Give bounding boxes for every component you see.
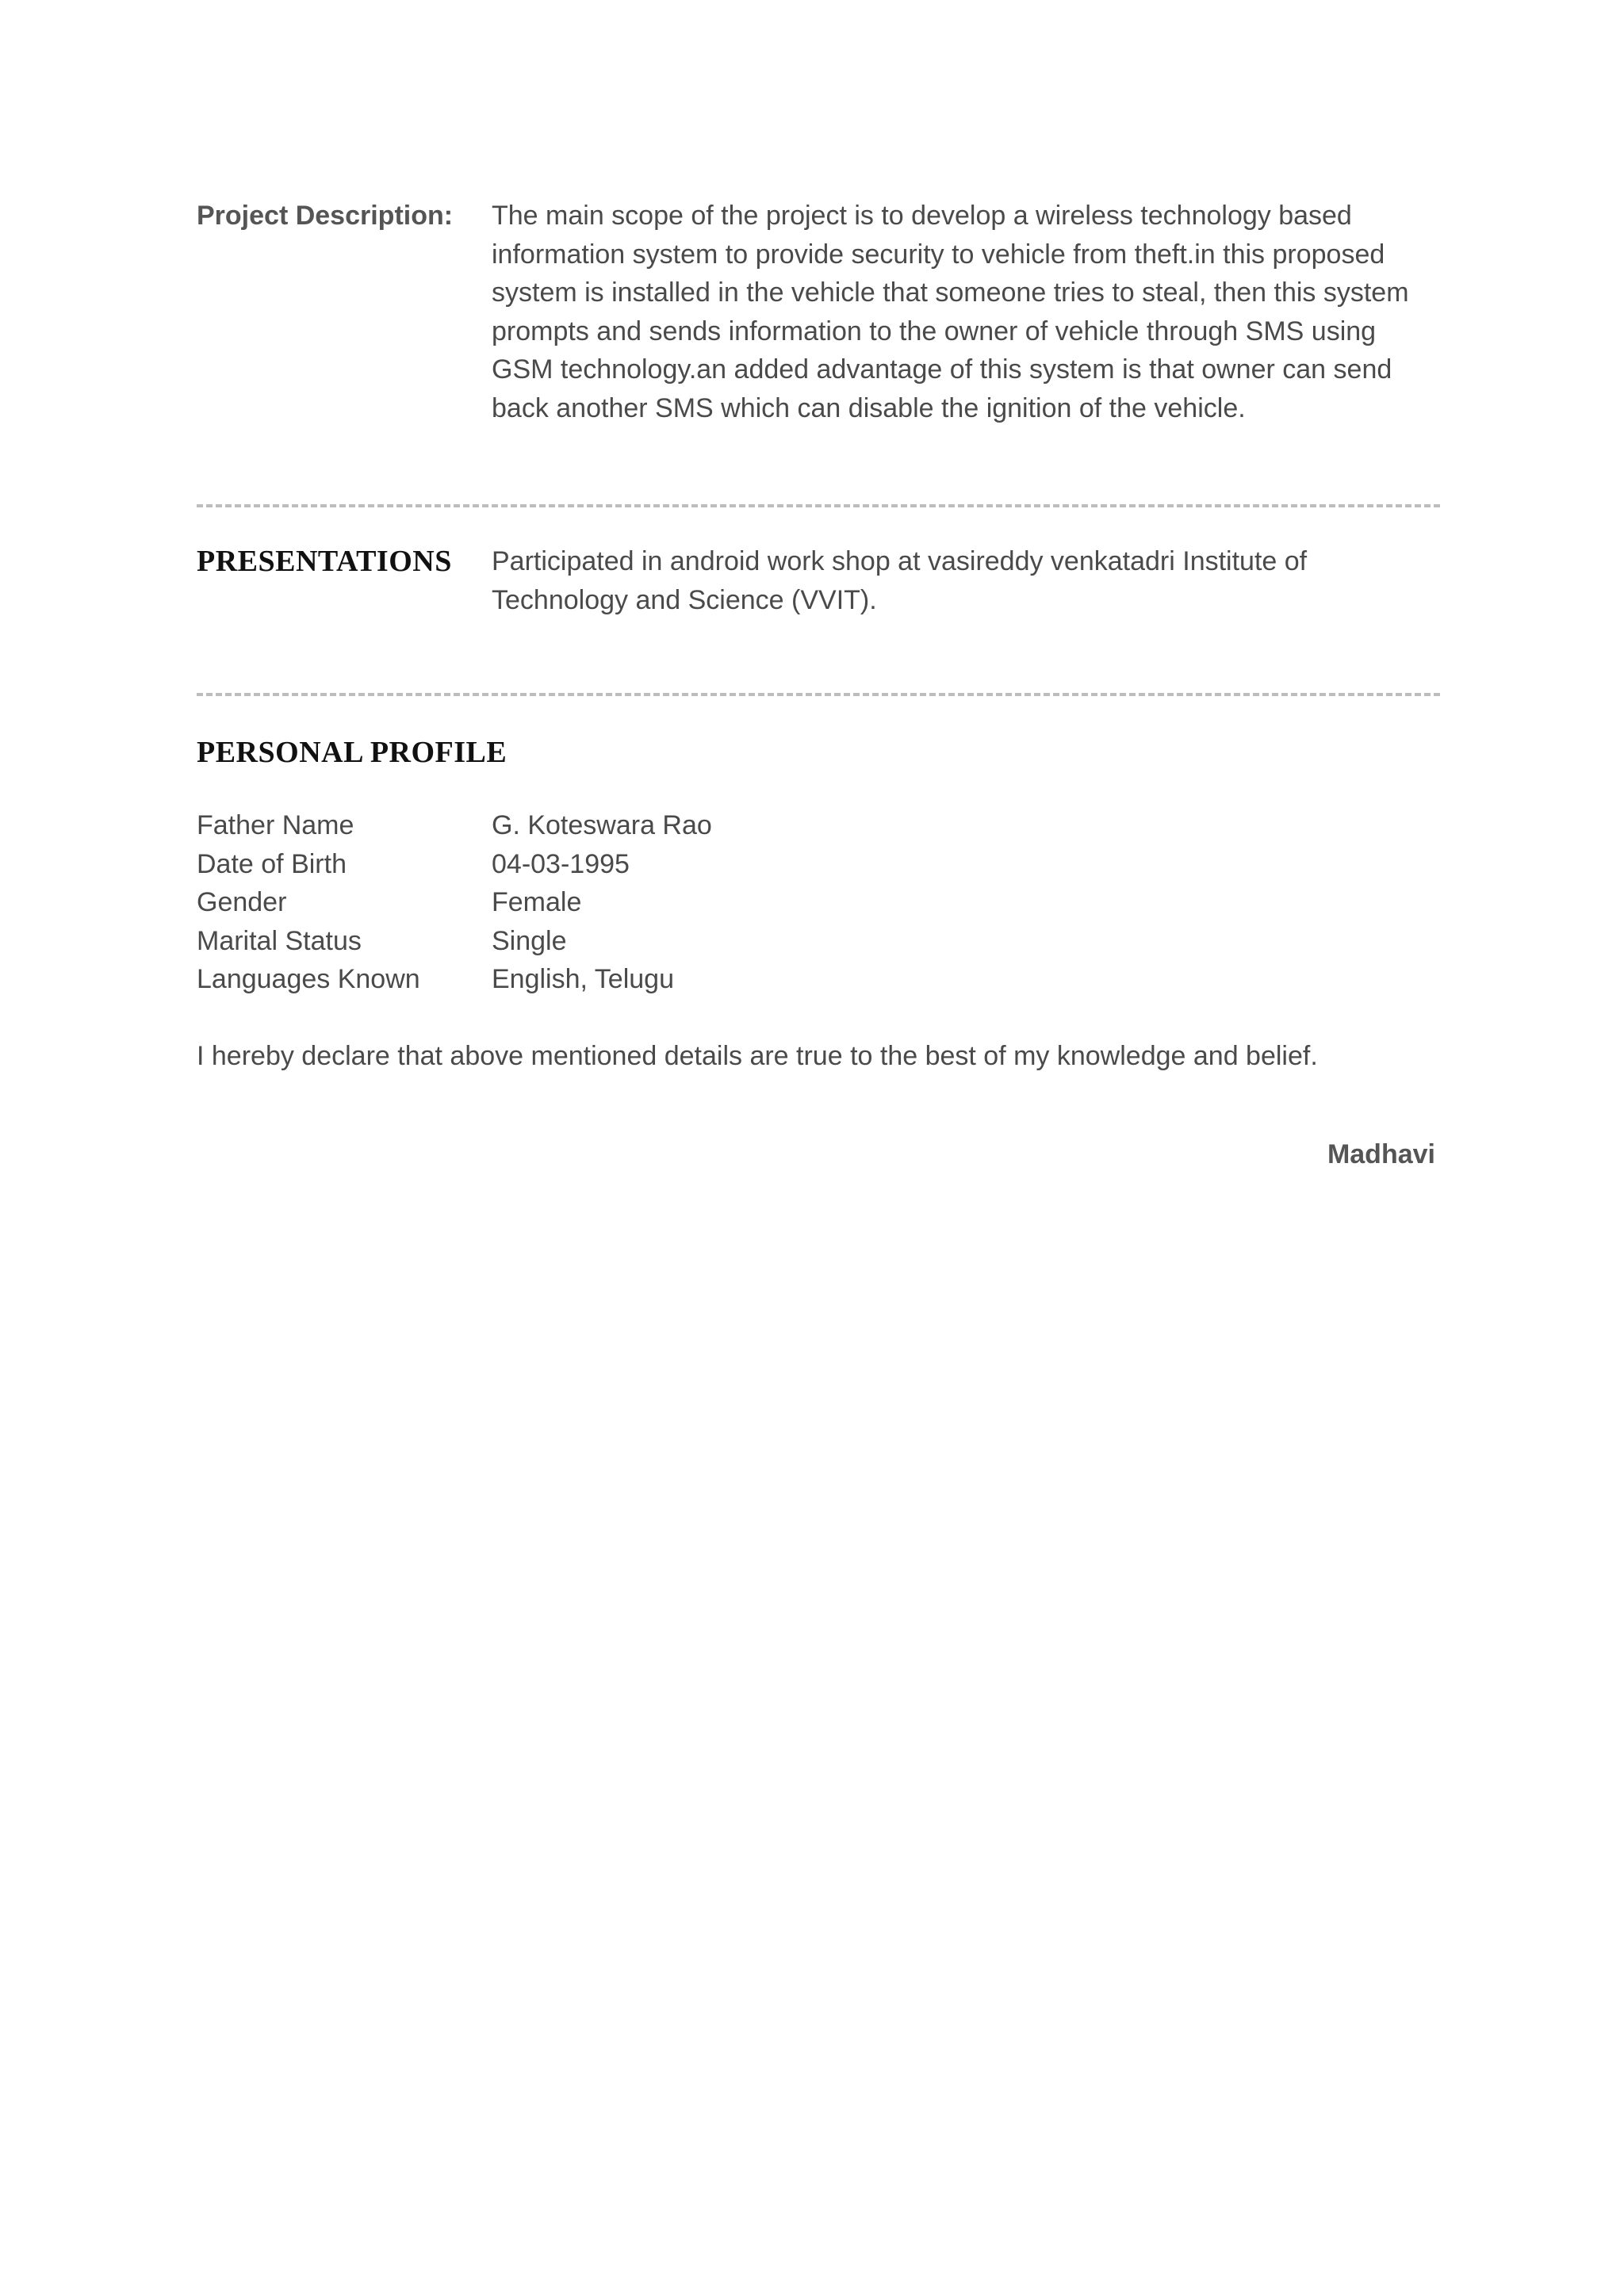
profile-key: Gender xyxy=(197,887,287,917)
presentations-heading: PRESENTATIONS xyxy=(197,545,452,578)
profile-value: 04-03-1995 xyxy=(492,848,630,879)
section-divider xyxy=(197,693,1440,696)
signature-name: Madhavi xyxy=(1327,1139,1435,1169)
presentations-section xyxy=(197,542,1440,619)
profile-key: Languages Known xyxy=(197,964,420,994)
profile-key: Marital Status xyxy=(197,925,362,956)
section-divider xyxy=(197,504,1440,507)
profile-key: Date of Birth xyxy=(197,848,347,879)
profile-row xyxy=(197,845,1440,884)
profile-value: Female xyxy=(492,887,582,917)
personal-profile-heading: PERSONAL PROFILE xyxy=(197,736,508,769)
profile-row xyxy=(197,806,1440,845)
personal-profile-table xyxy=(197,806,1440,999)
presentations-text: Participated in android work shop at vasireddy venkatadri Institute of Technology and Science (VVIT). xyxy=(492,546,1308,615)
project-description-text: The main scope of the project is to develop a wireless technology based information system to provide security to vehicle from theft.in this proposed system is installed in the vehicle that someone tries to steal, then this system prompts and sends information to the owner of vehicle through SMS using GSM technology.an added advantage of this system is that owner can send back another SMS which can disable the ignition of the vehicle. xyxy=(492,201,1409,423)
declaration-text: I hereby declare that above mentioned details are true to the best of my knowledge and belief. xyxy=(197,1041,1318,1071)
profile-row xyxy=(197,922,1440,961)
project-description-label: Project Description: xyxy=(197,201,454,231)
profile-value: G. Koteswara Rao xyxy=(492,810,712,840)
profile-key: Father Name xyxy=(197,810,354,840)
project-description-section xyxy=(197,197,1440,427)
profile-row xyxy=(197,960,1440,999)
profile-row xyxy=(197,883,1440,922)
profile-value: Single xyxy=(492,925,567,956)
profile-value: English, Telugu xyxy=(492,964,674,994)
